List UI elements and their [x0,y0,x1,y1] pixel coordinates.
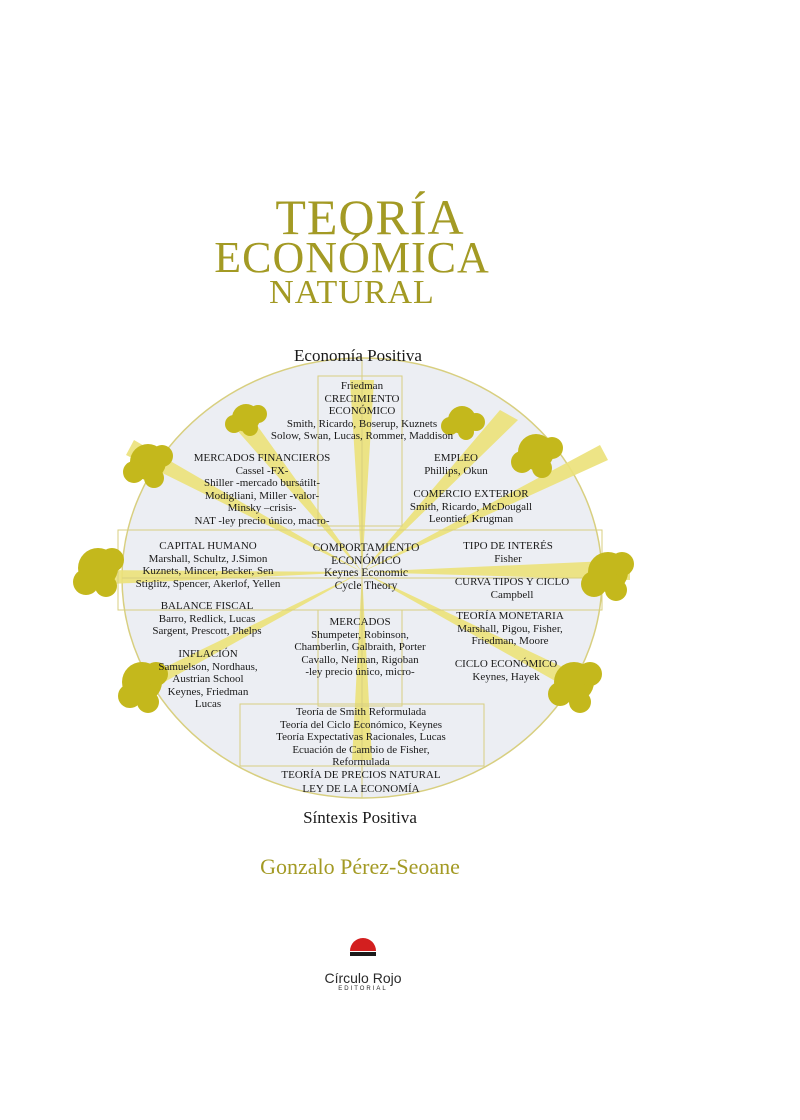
block-line: Barro, Redlick, Lucas [158,612,256,625]
block-line: Reformulada [332,756,390,768]
block-empleo [396,452,516,477]
block-line: Chamberlin, Galbraith, Porter [294,641,426,653]
block-capital-humano [118,540,298,590]
block-line: COMPORTAMIENTO [312,542,420,554]
top-caption: Economía Positiva [294,346,422,365]
block-line: COMERCIO EXTERIOR [413,488,529,500]
block-line: Austrian School [172,673,244,685]
block-line: Keynes, Friedman [167,685,249,698]
block-line: Smith, Ricardo, Boserup, Kuznets [286,417,438,430]
block-line: Cycle Theory [334,579,398,592]
block-line: CAPITAL HUMANO [159,540,257,552]
author-name: Gonzalo Pérez-Seoane [260,854,460,879]
block-mercados [280,616,440,679]
block-line: Teoría Expectativas Racionales, Lucas [276,731,446,743]
title-line-2: ECONÓMICA [214,233,490,282]
publisher-sub: EDITORIAL [338,986,388,992]
block-line: Fisher [494,552,522,565]
block-line: NAT -ley precio único, macro- [194,514,330,527]
block-line: Marshall, Schultz, J.Simon [148,552,268,565]
block-line: Keynes, Hayek [472,670,540,683]
block-line: Friedman [340,380,384,392]
block-ciclo-economico [436,658,576,683]
block-line: Shumpeter, Robinson, [311,628,409,641]
block-line: ECONÓMICO [331,554,401,567]
block-line: MERCADOS [329,616,391,628]
block-teoria-precios [246,768,476,796]
block-line: EMPLEO [434,452,478,464]
block-balance-fiscal [132,600,282,638]
block-line: Teoría de Smith Reformulada [295,706,427,718]
block-line: Minsky –crisis- [227,502,297,514]
block-teoria-smith [246,706,476,769]
block-curva-tipos [440,576,584,601]
block-line: TIPO DE INTERÉS [463,540,553,552]
block-crecimiento [254,380,470,443]
block-line: CURVA TIPOS Y CICLO [454,576,570,588]
block-line: MERCADOS FINANCIEROS [193,452,331,464]
block-tipo-interes [446,540,570,565]
block-line: -ley precio único, micro- [305,666,415,678]
block-line: LEY DE LA ECONOMÍA [302,783,420,795]
block-line: Marshall, Pigou, Fisher, [457,622,563,635]
block-line: Friedman, Moore [471,635,549,647]
block-line: Kuznets, Mincer, Becker, Sen [142,565,274,577]
bottom-caption: Síntexis Positiva [303,808,417,827]
block-line: Stiglitz, Spencer, Akerlof, Yellen [135,577,281,590]
block-line: Leontief, Krugman [428,513,514,525]
circulo-rojo-icon [347,935,379,963]
publisher-name: Círculo Rojo [324,970,402,986]
block-line: TEORÍA MONETARIA [456,610,564,622]
block-line: CICLO ECONÓMICO [454,658,558,670]
block-mercados-financieros [166,452,358,527]
block-line: Campbell [490,588,534,601]
block-line: Teoría del Ciclo Económico, Keynes [279,718,443,731]
block-line: CRECIMIENTO [324,392,400,405]
block-teoria-monetaria [440,610,580,648]
block-line: Phillips, Okun [424,464,488,477]
title-line-3: NATURAL [269,274,435,311]
block-line: Keynes Economic [324,567,408,579]
block-line: TEORÍA DE PRECIOS NATURAL [281,769,441,781]
block-comercio-exterior [388,488,554,526]
block-line: Cassel -FX- [235,464,289,477]
block-line: Lucas [194,698,222,710]
block-comportamiento [296,542,436,592]
block-line: INFLACIÓN [178,648,238,660]
publisher-logo [318,935,408,992]
block-line: Samuelson, Nordhaus, [158,660,258,673]
title-line-1: TEORÍA [275,189,465,245]
tree-cluster-left-middle [73,548,124,597]
block-line: ECONÓMICO [328,405,396,417]
block-line: Smith, Ricardo, McDougall [409,500,533,513]
block-line: Sargent, Prescott, Phelps [152,625,262,637]
block-line: BALANCE FISCAL [160,600,254,612]
block-line: Modigliani, Miller -valor- [204,489,320,502]
block-line: Solow, Swan, Lucas, Rommer, Maddison [270,430,454,442]
block-line: Ecuación de Cambio de Fisher, [292,743,430,756]
block-line: Shiller -mercado bursátilt- [203,477,321,489]
block-inflacion [138,648,278,711]
block-line: Cavallo, Neiman, Rigoban [301,653,419,666]
